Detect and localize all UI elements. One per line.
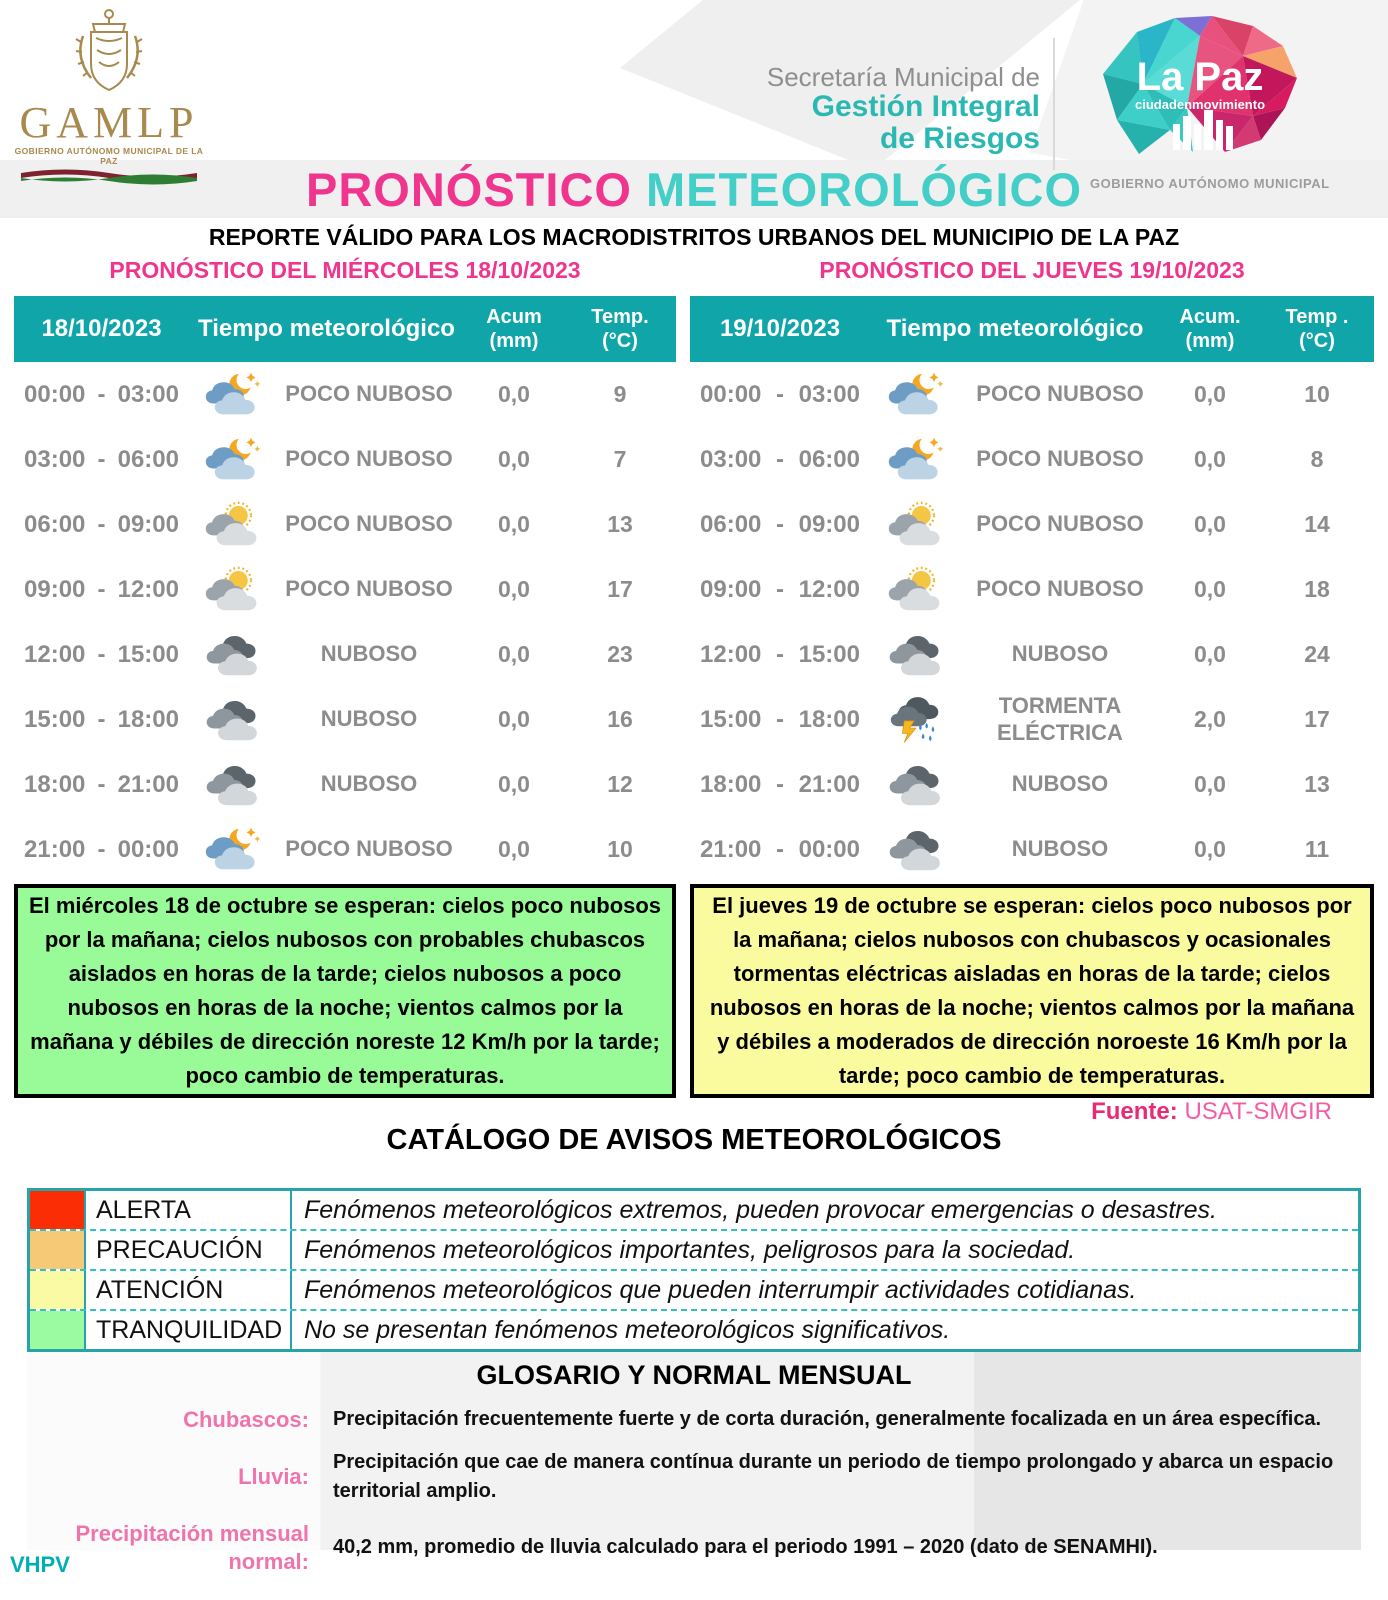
glossary-definition: Precipitación que cae de manera contínua durante un periodo de tiempo prolongado y abarca un espacio territorial amplio. (333, 1451, 1334, 1502)
time-range: 18:00 - 21:00 (700, 770, 860, 798)
glossary-term: Lluvia: (238, 1464, 309, 1490)
sun-clouds-icon (870, 501, 960, 548)
time-range: 15:00 - 18:00 (24, 705, 179, 733)
weather-description: POCO NUBOSO (976, 576, 1144, 602)
temp-value: 17 (607, 576, 633, 602)
level-description: No se presentan fenómenos meteorológicos significativos. (304, 1315, 951, 1344)
glossary-entry (27, 1405, 1361, 1434)
weather-description: POCO NUBOSO (285, 836, 453, 862)
column-temp: Temp. (°C) (591, 306, 649, 352)
forecast-table-wednesday (14, 296, 676, 882)
catalog-row (30, 1229, 1358, 1269)
level-description: Fenómenos meteorológicos importantes, peligrosos para la sociedad. (304, 1235, 1076, 1264)
acum-value: 0,0 (1194, 771, 1226, 797)
column-weather: Tiempo meteorológico (198, 315, 455, 342)
weather-description: POCO NUBOSO (976, 446, 1144, 472)
forecast-row (690, 687, 1374, 752)
forecast-row (690, 622, 1374, 687)
source-line (1091, 1098, 1332, 1126)
temp-value: 17 (1304, 706, 1330, 732)
weather-description: NUBOSO (1011, 641, 1109, 667)
forecast-row (690, 817, 1374, 882)
acum-value: 0,0 (498, 641, 530, 667)
glossary-entry (27, 1448, 1361, 1506)
temp-value: 11 (1304, 836, 1330, 862)
temp-value: 9 (613, 381, 627, 407)
forecast-table-header (14, 296, 676, 362)
time-range: 09:00 - 12:00 (700, 575, 860, 603)
moon-clouds-icon (870, 371, 960, 418)
weather-description: POCO NUBOSO (285, 511, 453, 537)
temp-value: 12 (607, 771, 633, 797)
page-title-part1: PRONÓSTICO (305, 163, 632, 216)
level-color-swatch (30, 1191, 86, 1229)
column-weather: Tiempo meteorológico (886, 315, 1144, 342)
temp-value: 24 (1304, 641, 1330, 667)
moon-clouds-icon (189, 826, 274, 873)
forecast-heading-wednesday: PRONÓSTICO DEL MIÉRCOLES 18/10/2023 (109, 257, 581, 283)
time-range: 06:00 - 09:00 (24, 510, 179, 538)
sun-clouds-icon (189, 566, 274, 613)
glossary-definition: Precipitación frecuentemente fuerte y de corta duración, generalmente focalizada en un área específica. (333, 1408, 1322, 1430)
page-title-part2: METEOROLÓGICO (646, 163, 1083, 216)
temp-value: 23 (607, 641, 633, 667)
source-value: USAT-SMGIR (1184, 1098, 1332, 1125)
gamlp-acronym: GAMLP (19, 98, 199, 147)
forecast-table-header (690, 296, 1374, 362)
catalog-row (30, 1269, 1358, 1309)
lapaz-name: La Paz (1136, 55, 1264, 99)
clouds-icon (189, 696, 274, 743)
forecast-table-thursday (690, 296, 1374, 882)
acum-value: 0,0 (498, 381, 530, 407)
time-range: 00:00 - 03:00 (700, 380, 860, 408)
forecast-row (690, 492, 1374, 557)
time-range: 09:00 - 12:00 (24, 575, 179, 603)
level-description: Fenómenos meteorológicos que pueden interrumpir actividades cotidianas. (304, 1275, 1137, 1304)
forecast-row (690, 557, 1374, 622)
glossary-title: GLOSARIO Y NORMAL MENSUAL (476, 1360, 912, 1390)
acum-value: 0,0 (1194, 576, 1226, 602)
storm-icon (870, 694, 960, 746)
clouds-icon (189, 631, 274, 678)
secretaria-line1: Secretaría Municipal de (766, 62, 1040, 92)
sun-clouds-icon (189, 501, 274, 548)
forecast-row (14, 622, 676, 687)
acum-value: 0,0 (1194, 836, 1226, 862)
level-label: PRECAUCIÓN (86, 1231, 292, 1269)
temp-value: 18 (1304, 576, 1330, 602)
weather-description: POCO NUBOSO (285, 576, 453, 602)
lapaz-caption: GOBIERNO AUTÓNOMO MUNICIPAL (1090, 176, 1330, 191)
weather-description: NUBOSO (320, 771, 418, 797)
glossary-term: Precipitación mensual normal: (75, 1521, 309, 1574)
glossary-definition: 40,2 mm, promedio de lluvia calculado para el periodo 1991 – 2020 (dato de SENAMHI). (333, 1536, 1158, 1558)
acum-value: 0,0 (498, 576, 530, 602)
acum-value: 0,0 (1194, 446, 1226, 472)
forecast-row (14, 557, 676, 622)
lapaz-logo (1075, 12, 1325, 177)
secretaria-line2: Gestión Integral (811, 90, 1040, 124)
moon-clouds-icon (189, 371, 274, 418)
forecast-row (690, 362, 1374, 427)
source-label: Fuente: (1091, 1098, 1178, 1125)
alert-catalog-table (27, 1188, 1361, 1352)
time-range: 12:00 - 15:00 (24, 640, 179, 668)
level-label: TRANQUILIDAD (86, 1311, 292, 1349)
column-acum: Acum (mm) (486, 306, 542, 352)
forecast-row (14, 752, 676, 817)
weather-description: POCO NUBOSO (285, 381, 453, 407)
acum-value: 0,0 (1194, 511, 1226, 537)
column-date: 19/10/2023 (719, 315, 841, 342)
time-range: 00:00 - 03:00 (24, 380, 179, 408)
weather-description: POCO NUBOSO (976, 511, 1144, 537)
acum-value: 0,0 (498, 446, 530, 472)
header-divider (1053, 38, 1055, 170)
forecast-row (14, 492, 676, 557)
glossary-term: Chubascos: (183, 1406, 309, 1432)
lapaz-map-icon (1075, 12, 1325, 172)
time-range: 03:00 - 06:00 (24, 445, 179, 473)
acum-value: 0,0 (498, 511, 530, 537)
temp-value: 13 (607, 511, 633, 537)
weather-description: NUBOSO (320, 706, 418, 732)
secretaria-block (700, 64, 1040, 154)
forecast-row (14, 362, 676, 427)
forecast-row (14, 687, 676, 752)
weather-description: NUBOSO (1011, 836, 1109, 862)
clouds-icon (189, 761, 274, 808)
summary-box-wednesday: El miércoles 18 de octubre se esperan: cielos poco nubosos por la mañana; cielos nubosos con probables chubascos aislados en horas de la tarde; cielos nubosos a poco nubosos en horas de la noche; vientos calmos por la mañana y débiles de dirección noreste 12 Km/h por la tarde; poco cambio de temperaturas. (14, 884, 676, 1098)
level-color-swatch (30, 1231, 86, 1269)
temp-value: 16 (607, 706, 633, 732)
acum-value: 0,0 (498, 771, 530, 797)
column-temp: Temp . (°C) (1285, 306, 1349, 352)
forecast-row (690, 752, 1374, 817)
acum-value: 0,0 (498, 836, 530, 862)
gamlp-crest-icon (63, 6, 155, 102)
time-range: 18:00 - 21:00 (24, 770, 179, 798)
moon-clouds-icon (189, 436, 274, 483)
temp-value: 13 (1304, 771, 1330, 797)
time-range: 15:00 - 18:00 (700, 705, 860, 733)
temp-value: 10 (607, 836, 633, 862)
clouds-icon (870, 631, 960, 678)
temp-value: 8 (1310, 446, 1324, 472)
forecast-row (14, 817, 676, 882)
catalog-row (30, 1191, 1358, 1229)
weather-description: POCO NUBOSO (285, 446, 453, 472)
weather-description: TORMENTA ELÉCTRICA (997, 693, 1123, 745)
report-subtitle: REPORTE VÁLIDO PARA LOS MACRODISTRITOS URBANOS DEL MUNICIPIO DE LA PAZ (208, 224, 1180, 250)
time-range: 21:00 - 00:00 (24, 835, 179, 863)
column-date: 18/10/2023 (41, 315, 162, 342)
forecast-row (14, 427, 676, 492)
acum-value: 0,0 (1194, 641, 1226, 667)
weather-description: NUBOSO (1011, 771, 1109, 797)
level-color-swatch (30, 1271, 86, 1309)
temp-value: 10 (1304, 381, 1330, 407)
clouds-icon (870, 761, 960, 808)
column-acum: Acum. (mm) (1179, 306, 1241, 352)
time-range: 21:00 - 00:00 (700, 835, 860, 863)
glossary-entry (27, 1520, 1361, 1575)
gamlp-logo (14, 6, 204, 186)
temp-value: 14 (1304, 511, 1330, 537)
weather-description: POCO NUBOSO (976, 381, 1144, 407)
clouds-icon (870, 826, 960, 873)
time-range: 06:00 - 09:00 (700, 510, 860, 538)
forecast-row (690, 427, 1374, 492)
temp-value: 7 (613, 446, 627, 472)
sun-clouds-icon (870, 566, 960, 613)
forecast-heading-thursday: PRONÓSTICO DEL JUEVES 19/10/2023 (819, 257, 1245, 283)
lapaz-tagline: ciudadenmovimiento (1134, 97, 1266, 112)
catalog-title: CATÁLOGO DE AVISOS METEOROLÓGICOS (386, 1124, 1002, 1156)
secretaria-line3: de Riesgos (879, 121, 1040, 155)
level-label: ALERTA (86, 1191, 292, 1229)
author-initials: VHPV (10, 1552, 70, 1577)
catalog-row (30, 1309, 1358, 1349)
gamlp-caption: GOBIERNO AUTÓNOMO MUNICIPAL DE LA PAZ (14, 145, 204, 166)
page-title (0, 162, 1388, 217)
time-range: 03:00 - 06:00 (700, 445, 860, 473)
acum-value: 0,0 (1194, 381, 1226, 407)
level-color-swatch (30, 1311, 86, 1349)
time-range: 12:00 - 15:00 (700, 640, 860, 668)
level-description: Fenómenos meteorológicos extremos, pueden provocar emergencias o desastres. (304, 1195, 1217, 1224)
moon-clouds-icon (870, 436, 960, 483)
weather-description: NUBOSO (320, 641, 418, 667)
summary-box-thursday: El jueves 19 de octubre se esperan: cielos poco nubosos por la mañana; cielos nubosos con chubascos y ocasionales tormentas eléctricas aisladas en horas de la tarde; cielos nubosos en horas de la noche; vientos calmos por la mañana y débiles a moderados de dirección noroeste 16 Km/h por la tarde; poco cambio de temperaturas. (690, 884, 1374, 1098)
acum-value: 0,0 (498, 706, 530, 732)
acum-value: 2,0 (1194, 706, 1226, 732)
level-label: ATENCIÓN (86, 1271, 292, 1309)
